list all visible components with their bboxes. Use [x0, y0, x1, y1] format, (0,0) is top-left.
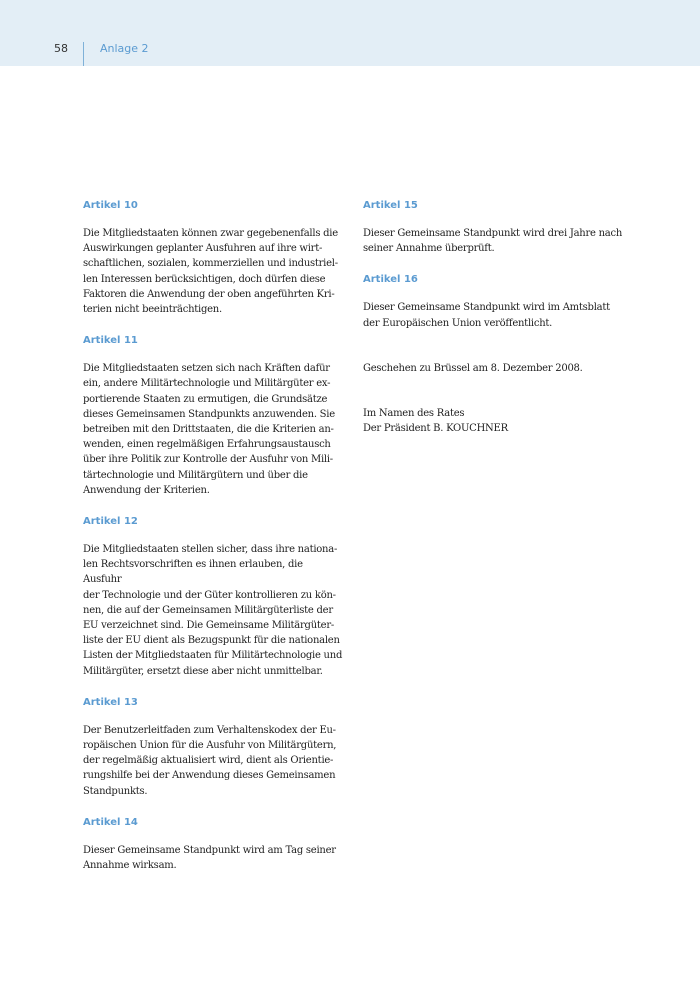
article-text: Die Mitgliedstaaten können zwar gegebenenfalls die Auswirkungen geplanter Ausfuhren auf ihre wirt- schaftlichen, sozialen, kommerziellen und industriel- len Interessen berücksichtigen, doch dürfen diese Faktoren die Anwendung der oben angeführten Kri- terien nicht beeinträchtigen.	[83, 228, 338, 316]
article-11	[83, 333, 343, 498]
article-12	[83, 514, 343, 679]
article-text: Der Benutzerleitfaden zum Verhaltenskodex der Eu- ropäischen Union für die Ausfuhr von Militärgütern, der regelmäßig aktualisiert wird, dient als Orientie- rungshilfe bei der Anwendung dieses Gemeinsamen Standpunkts.	[83, 724, 337, 797]
article-13	[83, 695, 343, 799]
signature-block: Im Namen des Rates Der Präsident B. KOUCHNER	[363, 408, 508, 435]
section-label: Anlage 2	[100, 42, 149, 55]
article-title: Artikel 11	[83, 335, 138, 347]
article-16	[363, 272, 623, 330]
page-header	[0, 0, 700, 66]
article-text: Dieser Gemeinsame Standpunkt wird drei Jahre nach seiner Annahme überprüft.	[363, 228, 623, 255]
article-title: Artikel 16	[363, 274, 418, 286]
article-10	[83, 198, 343, 317]
page-number: 58	[54, 42, 68, 55]
article-text: Dieser Gemeinsame Standpunkt wird am Tag seiner Annahme wirksam.	[83, 844, 336, 872]
article-14	[83, 815, 343, 873]
article-title: Artikel 15	[363, 200, 418, 211]
right-column	[363, 198, 623, 452]
article-title: Artikel 13	[83, 696, 138, 708]
article-text: Die Mitgliedstaaten setzen sich nach Kräften dafür ein, andere Militärtechnologie und Militärgüter ex- portierende Staaten zu ermutigen, die Grundsätze dieses Gemeinsamen Standpunkts anzuwenden. Sie betreiben mit den Drittstaaten, die die Kriterien an- wenden, einen regelmäßigen Erfahrungsaustausch über ihre Politik zur Kontrolle der Ausfuhr von Mili- tärtechnologie und Militärgütern und über die Anwendung der Kriterien.	[83, 363, 335, 496]
article-title: Artikel 10	[83, 200, 138, 211]
article-text: Dieser Gemeinsame Standpunkt wird im Amtsblatt der Europäischen Union veröffentlicht.	[363, 302, 610, 329]
article-title: Artikel 14	[83, 816, 138, 828]
article-title: Artikel 12	[83, 516, 138, 528]
article-15	[363, 198, 623, 256]
header-divider	[83, 42, 84, 66]
article-text: Die Mitgliedstaaten stellen sicher, dass ihre nationa- len Rechtsvorschriften es ihnen erlauben, die Ausfuhr der Technologie und der Güter kontrollieren zu kön- nen, die auf der Gemeinsamen Militärgüterliste der EU verzeichnet sind. Die Gemeinsame Militärgüter- liste der EU dient als Bezugspunkt für die nationalen Listen der Mitgliedstaaten für Militärtechnologie und Militärgüter, ersetzt diese aber nicht unmittelbar.	[83, 544, 343, 677]
left-column	[83, 198, 343, 889]
place-and-date: Geschehen zu Brüssel am 8. Dezember 2008.	[363, 362, 583, 374]
